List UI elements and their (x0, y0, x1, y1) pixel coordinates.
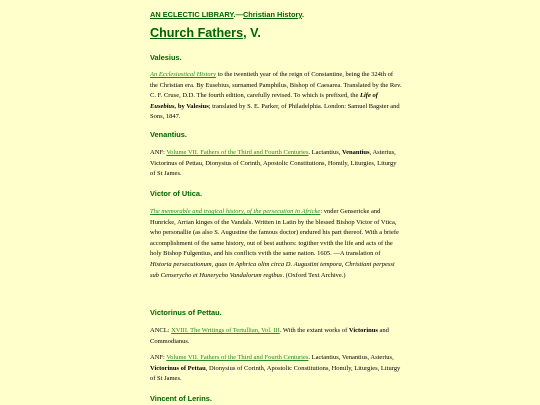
section-heading-victor-of-utica: Victor of Utica. (150, 189, 203, 198)
entry-text: . (Oxford Text Archive.) (282, 271, 346, 279)
entry-valesius (150, 70, 402, 123)
entry-bold: Victorinus (348, 327, 378, 334)
entry-bold: Victorinus of Pettau (150, 364, 206, 372)
entry-bold-italic: Life of Eusebius, (150, 92, 378, 110)
entry-text: : vnder Gensericke and Hunricke, Arrian kinges of the Vandals. Written in Latin by the blessed Bishop Victor of Vtica, who personallie (as also S. Augustine the famous doctor) endured his part thereof. With a briefe accomplishment of the same history, out of best authors: togither vvith the life and acts of the holy Bishop Fulgentius, and his conflicts vvith the same nation. 1605. —A translation of (150, 208, 399, 258)
entry-bold: Venantius (342, 149, 370, 156)
anf-volume-vii-link[interactable]: Volume VII. Fathers of the Third and Fourth Centuries (166, 149, 309, 156)
section-heading-victorinus-of-pettau: Victorinus of Pettau. (150, 308, 222, 317)
ecclesiastical-history-link[interactable]: An Ecclesiastical History (150, 71, 217, 78)
church-fathers-link[interactable]: Church Fathers (150, 26, 244, 40)
entry-prefix: ANF: (150, 354, 167, 361)
entry-text: ; translated by S. E. Parker, of Philadelphia. London: Samuel Bagster and Sons, 1847. (150, 102, 400, 121)
entry-text: , Dionysius of Corinth, Apostolic Constitutions, Homily, Liturgies, Liturgy of St James. (150, 364, 401, 383)
entry-victor-of-utica (150, 207, 402, 281)
page-title-rest: , V. (243, 26, 261, 40)
persecution-in-africke-link[interactable]: The memorable and tragical history, of the persecution in Africke (150, 208, 321, 215)
section-heading-valesius: Valesius. (150, 53, 182, 62)
entry-italic: Historia persecutionum, quas in Aphrica olim circa D. Augustini tempora, Christiani perpessi sub Censerycho et Hunerycho Vandalorum regibus (150, 260, 395, 279)
library-link[interactable]: AN ECLECTIC LIBRARY (150, 10, 234, 19)
tertullian-vol-iii-link[interactable]: XVIII. The Writings of Tertullian, Vol. III (171, 327, 280, 334)
breadcrumb (150, 10, 304, 19)
breadcrumb-end: . (301, 10, 305, 19)
entry-text: to the twentieth year of the reign of Constantine, being the 324th of the Christian era. By Eusebius, surnamed Pamphilus, Bishop of Caesarea. Translated by the Rev. C. F. Cruse, D.D. The fourth edition, carefully revised. To which is prefixed, the (150, 71, 402, 100)
entry-venantius (150, 148, 402, 180)
breadcrumb-separator: .— (233, 10, 243, 19)
entry-bold: by Valesius (176, 102, 209, 110)
entry-text: and Commodianus. (150, 327, 389, 345)
anf-volume-vii-link[interactable]: Volume VII. Fathers of the Third and Fourth Centuries (166, 354, 309, 361)
entry-victorinus-ancl (150, 326, 402, 347)
christian-history-link[interactable]: Christian History (242, 10, 302, 19)
entry-text: . Lactantius, Venantius, Asterius, (308, 354, 394, 361)
entry-prefix: ANCL: (150, 327, 172, 334)
entry-text: . Lactantius, (308, 149, 342, 156)
entry-text: , Asterius, Victorinus of Pettau, Dionysius of Corinth, Apostolic Constitutions, Homily, Liturgies, Liturgy of St James. (150, 149, 397, 178)
section-heading-vincent-of-lerins: Vincent of Lerins. (150, 394, 212, 403)
entry-prefix: ANF: (150, 149, 167, 156)
section-heading-venantius: Venantius. (150, 130, 187, 139)
entry-text: . With the extant works of (279, 327, 349, 334)
entry-victorinus-anf (150, 353, 402, 385)
page-title (150, 26, 261, 40)
